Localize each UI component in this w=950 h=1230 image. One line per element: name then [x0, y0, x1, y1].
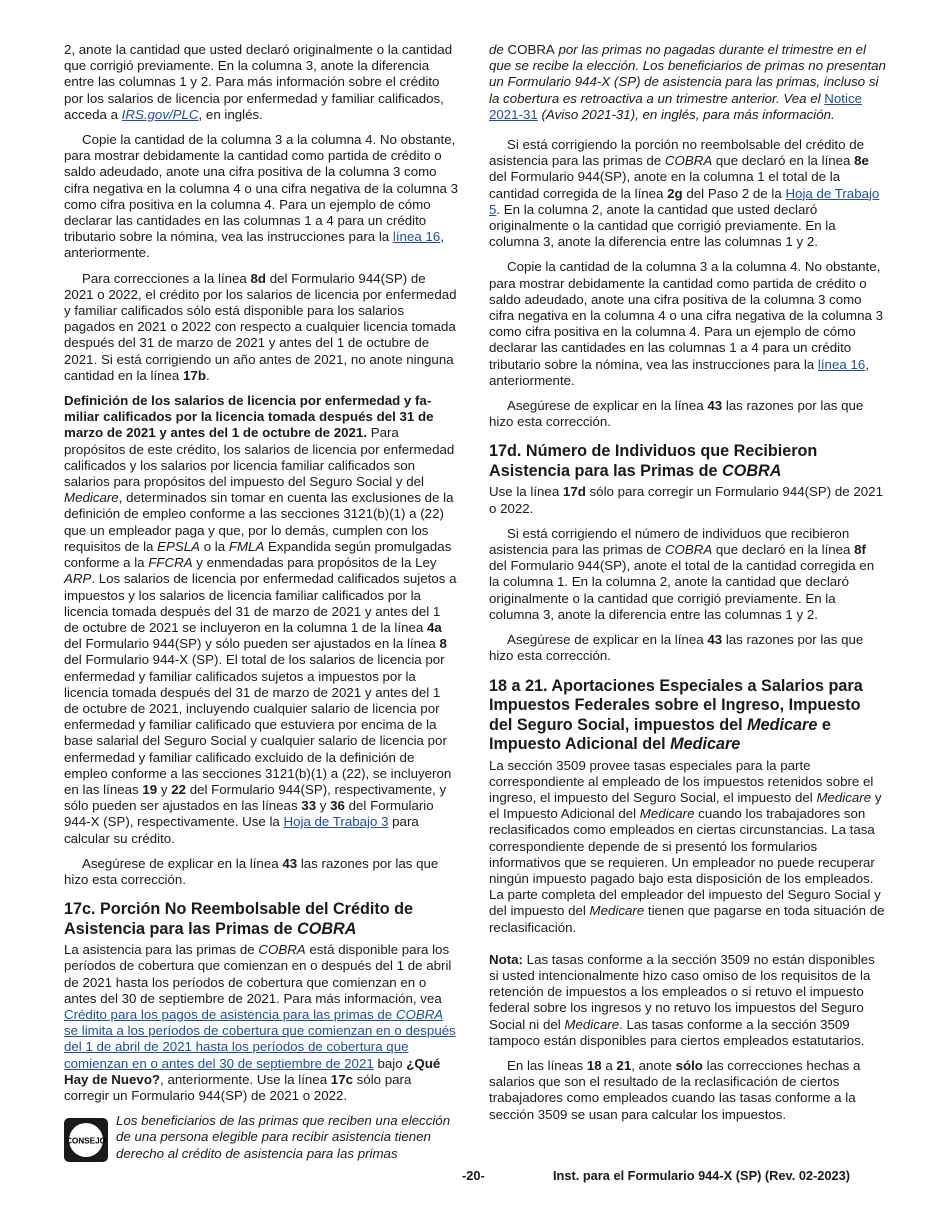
cobra-credit-link[interactable]: Crédito para los pagos de asistencia para las primas de COBRA se limita a los períodos de cobertura que comienzan en o después del 1 de abril de 2021 hasta los períodos de cobertura que comienzan en o antes del 30 de septiembre de 2021 — [64, 1006, 456, 1071]
notice-2021-31-link[interactable]: Notice 2021-31 — [489, 90, 862, 122]
page-number: -20- — [462, 1168, 485, 1183]
paragraph: Use la línea 17d sólo para corregir un Formulario 944(SP) de 2021 o 2022. — [489, 484, 883, 516]
paragraph: Copie la cantidad de la columna 3 a la columna 4. No obstante, para mostrar debidamente la cantidad como partida de crédito o saldo adeudado, anote una cifra positiva de la columna 3 como cifra negativa en la columna 4 o una cifra negativa de la columna 3 como cifra positiva en la columna 4. Para un ejemplo de cómo declarar las cantidades en las columnas 1 a 4 para un crédito tributario sobre la nómina, vea las instrucciones para la línea 16, anteriormente. — [489, 259, 883, 388]
section-heading-17c: 17c. Porción No Reembolsable del Crédito de Asistencia para las Primas de COBRA — [64, 900, 414, 938]
paragraph: Asegúrese de explicar en la línea 43 las razones por las que hizo esta corrección. — [489, 398, 864, 430]
paragraph: En las líneas 18 a 21, anote sólo las correcciones hechas a salarios que son el resultado de la reclasificación de ciertos trabajadores como empleados cuando las tasas conforme a la sección 3509 se usan para calcular los impuestos. — [489, 1057, 861, 1122]
worksheet-3-link[interactable]: Hoja de Trabajo 3 — [283, 814, 389, 830]
line-16-link[interactable]: línea 16 — [392, 229, 441, 245]
irs-plc-link[interactable]: IRS.gov/PLC — [121, 106, 199, 122]
paragraph: Si está corrigiendo la porción no reembolsable del crédito de asistencia para las primas de COBRA que declaró en la línea 8e del Formulario 944(SP), anote en la columna 1 el total de la cantidad corregida de la línea 2g del Paso 2 de la Hoja de Trabajo 5. En la columna 2, anote la cantidad que usted declaró originalmente o la cantidad que corrigió previamente. En la columna 3, anote la diferencia entre las columnas 1 y 2. — [489, 137, 880, 250]
svg-text:CONSEJO: CONSEJO — [66, 1136, 106, 1146]
section-heading-18-21: 18 a 21. Aportaciones Especiales a Salarios para Impuestos Federales sobre el Ingreso, Impuesto del Seguro Social, impuestos del Medicare e Impuesto Adicional del Medicare — [489, 676, 863, 753]
tip-text: Los beneficiarios de las primas que reciben una elección de una persona elegible para recibir asistencia tienen derecho al crédito de asistencia para las primas — [116, 1113, 451, 1161]
left-column — [64, 42, 458, 1162]
section-heading-17d: 17d. Número de Individuos que Recibieron Asistencia para las Primas de COBRA — [489, 442, 818, 480]
note-paragraph: Nota: Las tasas conforme a la sección 3509 no están disponibles si usted intencionalmente hizo caso omiso de los requisitos de la retención de impuestos a los empleados o si retuvo el impuesto federal sobre los ingresos y no retuvo los impuestos del Seguro Social ni del Medicare. Las tasas conforme a la sección 3509 tampoco están disponibles para ciertos empleados estatutarios. — [489, 951, 875, 1048]
tip-box — [64, 1113, 458, 1162]
line-16-link[interactable]: línea 16 — [817, 356, 866, 372]
paragraph: La asistencia para las primas de COBRA está disponible para los períodos de cobertura que comienzan en o después del 1 de abril de 2021 hasta los períodos de cobertura que comienzan en o antes del 30 de septiembre de 2021. Para más información, vea Crédito para los pagos de asistencia para las primas de COBRA se limita a los períodos de cobertura que comienzan en o después del 1 de abril de 2021 hasta los períodos de cobertura que comienzan en o antes del 30 de septiembre de 2021 bajo ¿Qué Hay de Nuevo?, anteriormente. Use la línea 17c sólo para corregir un Formulario 944(SP) de 2021 o 2022. — [64, 942, 456, 1103]
paragraph: Copie la cantidad de la columna 3 a la columna 4. No obstante, para mostrar debidamente la cantidad como partida de crédito o saldo adeudado, anote una cifra positiva de la columna 3 como cifra negativa en la columna 4 o una cifra negativa de la columna 3 como cifra positiva en la columna 4. Para un ejemplo de cómo declarar las cantidades en las columnas 1 a 4 para un crédito tributario sobre la nómina, vea las instrucciones para la línea 16, anteriormente. — [64, 132, 458, 261]
tip-continuation: de COBRA por las primas no pagadas durante el trimestre en el que se recibe la elección. Los beneficiarios de primas no presentan un Formulario 944-X (SP) de asistencia para las primas, incluso si la cobertura es retroactiva a un trimestre anterior. Vea el Notice 2021-31 (Aviso 2021-31), en inglés, para más información. — [489, 42, 886, 122]
paragraph: Asegúrese de explicar en la línea 43 las razones por las que hizo esta corrección. — [489, 632, 864, 664]
worksheet-5-link[interactable]: Hoja de Trabajo 5 — [489, 185, 880, 217]
paragraph: Para correcciones a la línea 8d del Formulario 944(SP) de 2021 o 2022, el crédito por los salarios de licencia por enfermedad y familiar calificados sólo está disponible para los salarios pagados en 2021 o 2022 con respecto a cualquier licencia tomada después del 31 de marzo de 2021 y antes del 1 de octubre de 2021. Si está corrigiendo un año antes de 2021, no anote ninguna cantidad en la línea 17b. — [64, 270, 457, 383]
right-column — [489, 42, 886, 1132]
form-identifier: Inst. para el Formulario 944-X (SP) (Rev. 02-2023) — [553, 1168, 851, 1183]
definition-paragraph: Definición de los salarios de licencia por enfermedad y fa-miliar calificados por la licencia tomada después del 31 de marzo de 2021 y antes del 1 de octubre de 2021. Para propósitos de este crédito, los salarios de licencia por enfermedad calificados y los salarios por licencia familiar calificados son salarios para propósitos del impuesto del Seguro Social y del Medicare, determinados sin tomar en cuenta las exclusiones de la definición de empleo conforme a las secciones 3121(b)(1) a (22) que un empleador paga y que, por lo demás, cumplen con los requisitos de la EPSLA o la FMLA Expandida según promulgadas conforme a la FFCRA y enmendadas para propósitos de la Ley ARP. Los salarios de licencia por enfermedad calificados sujetos a impuestos y los salarios de licencia familiar calificados por la licencia tomada después del 31 de marzo de 2021 y antes del 1 de octubre de 2021 se incluyeron en la columna 1 de la línea 4a del Formulario 944(SP) y sólo pueden ser ajustados en la línea 8 del Formulario 944-X (SP). El total de los salarios de licencia por enfermedad y familiar calificados sujetos a impuestos por la licencia tomada después del 31 de marzo de 2021 y antes del 1 de octubre de 2021, incluyendo cualquier salario de licencia por enfermedad y familiar calificado que estuviera por encima de la base salarial del Seguro Social y cualquier salario de licencia por enfermedad y familiar calificado excluido de la definición de empleo conforme a las secciones 3121(b)(1) a (22), se incluyeron en las líneas 19 y 22 del Formulario 944(SP), respectivamente, y sólo pueden ser ajustados en las líneas 33 y 36 del Formulario 944-X (SP), respectivamente. Use la Hoja de Trabajo 3 para calcular su crédito. — [64, 393, 457, 846]
paragraph: 2, anote la cantidad que usted declaró originalmente o la cantidad que corrigió previamente. En la columna 3, anote la diferencia entre las columnas 1 y 2. Para más información sobre el crédito por los salarios de licencia por enfermedad y familiar calificados, acceda a IRS.gov/PLC, en inglés. — [64, 42, 453, 122]
paragraph: Si está corrigiendo el número de individuos que recibieron asistencia para las primas de COBRA que declaró en la línea 8f del Formulario 944(SP), anote el total de la cantidad corregida en la columna 1. En la columna 2, anote la cantidad que declaró originalmente o la cantidad que corrigió previamente. En la columna 3, anote la diferencia entre las columnas 1 y 2. — [489, 525, 875, 622]
consejo-icon — [64, 1118, 108, 1162]
paragraph: Asegúrese de explicar en la línea 43 las razones por las que hizo esta corrección. — [64, 855, 439, 887]
paragraph: La sección 3509 provee tasas especiales para la parte correspondiente al empleado de los impuestos retenidos sobre el ingreso, el impuesto del Seguro Social, el impuesto del Medicare y el Impuesto Adicional del Medicare cuando los trabajadores son reclasificados como empleados en ciertas circunstancias. La tasa correspondiente depende de si presentó los formularios informativos que se requieren. Un empleador no puede recuperar ningún impuesto pagado bajo esta disposición de los empleados. La parte completa del empleador del impuesto del Seguro Social y del impuesto del Medicare tienen que pagarse en toda situación de reclasificación. — [489, 757, 885, 935]
